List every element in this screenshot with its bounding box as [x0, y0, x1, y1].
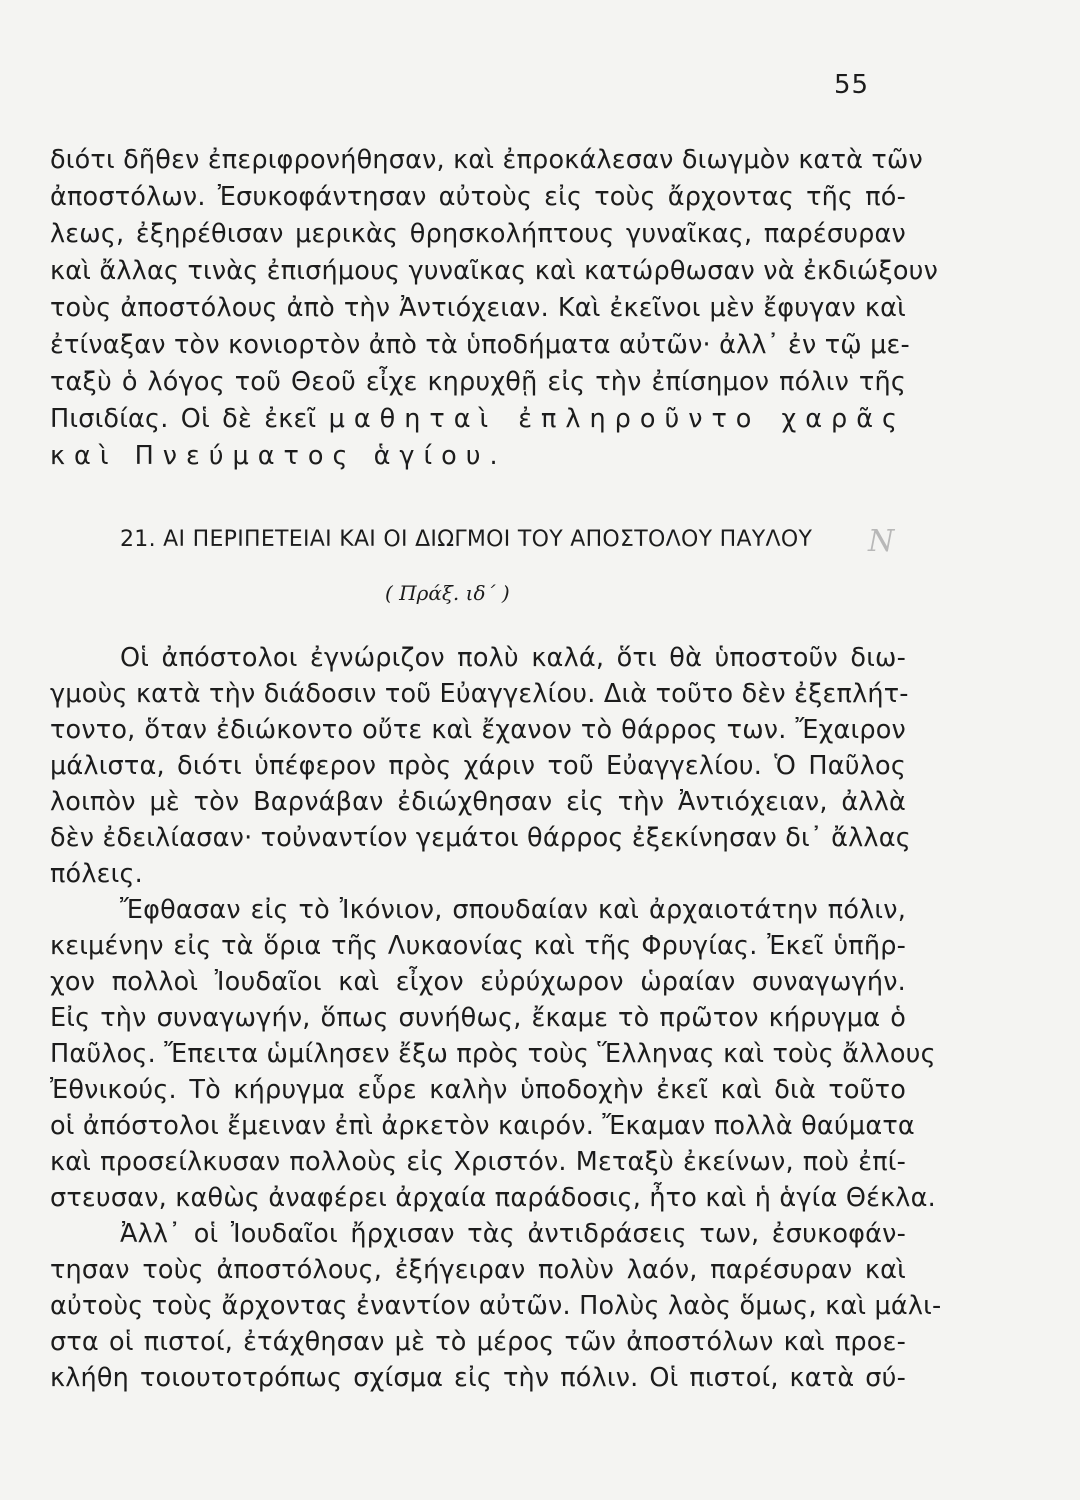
- text-line: Ἐθνικούς. Τὸ κήρυγμα εὗρε καλὴν ὑποδοχὴν ἐκεῖ καὶ διὰ τοῦτο: [50, 1075, 906, 1105]
- section-heading: 21. ΑΙ ΠΕΡΙΠΕΤΕΙΑΙ ΚΑΙ ΟΙ ΔΙΩΓΜΟΙ ΤΟΥ ΑΠΟΣΤΟΛΟΥ ΠΑΥΛΟΥ: [120, 527, 813, 552]
- text-line: οἱ ἀπόστολοι ἔμειναν ἐπὶ ἀρκετὸν καιρόν. Ἔκαμαν πολλὰ θαύματα: [50, 1111, 915, 1141]
- text-line: διότι δῆθεν ἐπεριφρονήθησαν, καὶ ἐπροκάλεσαν διωγμὸν κατὰ τῶν: [50, 145, 923, 175]
- text-line: τησαν τοὺς ἀποστόλους, ἐξήγειραν πολὺν λαόν, παρέσυραν καὶ: [50, 1255, 906, 1285]
- text-line: ἀποστόλων. Ἐσυκοφάντησαν αὐτοὺς εἰς τοὺς ἄρχοντας τῆς πό-: [50, 182, 906, 212]
- text-line: κλήθη τοιουτοτρόπως σχίσμα εἰς τὴν πόλιν. Οἱ πιστοί, κατὰ σύ-: [50, 1363, 906, 1393]
- text-line: πόλεις.: [50, 859, 143, 889]
- text-line: τοὺς ἀποστόλους ἀπὸ τὴν Ἀντιόχειαν. Καὶ ἐκεῖνοι μὲν ἔφυγαν καὶ: [50, 293, 906, 323]
- text-line: Εἰς τὴν συναγωγήν, ὅπως συνήθως, ἔκαμε τὸ πρῶτον κήρυγμα ὁ: [50, 1003, 906, 1033]
- text-line: χον πολλοὶ Ἰουδαῖοι καὶ εἶχον εὐρύχωρον ὡραίαν συναγωγήν.: [50, 967, 906, 997]
- text-line: καὶ προσείλκυσαν πολλοὺς εἰς Χριστόν. Μεταξὺ ἐκείνων, ποὺ ἐπί-: [50, 1147, 906, 1177]
- text-line: στα οἱ πιστοί, ἐτάχθησαν μὲ τὸ μέρος τῶν ἀποστόλων καὶ προε-: [50, 1327, 906, 1357]
- text-line: δὲν ἐδειλίασαν· τοὐναντίον γεμάτοι θάρρος ἐξεκίνησαν δι᾽ ἄλλας: [50, 823, 911, 853]
- text-line: κειμένην εἰς τὰ ὅρια τῆς Λυκαονίας καὶ τῆς Φρυγίας. Ἐκεῖ ὑπῆρ-: [50, 931, 906, 961]
- text-line: λεως, ἐξηρέθισαν μερικὰς θρησκολήπτους γυναῖκας, παρέσυραν: [50, 219, 906, 249]
- text-line: Ἔφθασαν εἰς τὸ Ἰκόνιον, σπουδαίαν καὶ ἀρχαιοτάτην πόλιν,: [120, 895, 906, 925]
- text-line: μάλιστα, διότι ὑπέφερον πρὸς χάριν τοῦ Εὐαγγελίου. Ὁ Παῦλος: [50, 751, 906, 781]
- text-line-emphasis: [50, 401, 906, 437]
- text-line: λοιπὸν μὲ τὸν Βαρνάβαν ἐδιώχθησαν εἰς τὴν Ἀντιόχειαν, ἀλλὰ: [50, 787, 906, 817]
- text-line: ταξὺ ὁ λόγος τοῦ Θεοῦ εἶχε κηρυχθῇ εἰς τὴν ἐπίσημον πόλιν τῆς: [50, 367, 906, 397]
- text-line: γμοὺς κατὰ τὴν διάδοσιν τοῦ Εὐαγγελίου. Διὰ τοῦτο δὲν ἐξεπλήτ-: [50, 679, 909, 709]
- text-line: τοντο, ὅταν ἐδιώκοντο οὔτε καὶ ἔχανον τὸ θάρρος των. Ἔχαιρον: [50, 715, 906, 745]
- text-line: Παῦλος. Ἔπειτα ὡμίλησεν ἔξω πρὸς τοὺς Ἕλληνας καὶ τοὺς ἄλλους: [50, 1039, 936, 1069]
- text-line: Οἱ ἀπόστολοι ἐγνώριζον πολὺ καλά, ὅτι θὰ ὑποστοῦν διω-: [120, 643, 906, 673]
- text-line-emphasis: [50, 438, 906, 474]
- text-line: στευσαν, καθὼς ἀναφέρει ἀρχαία παράδοσις, ἦτο καὶ ἡ ἁγία Θέκλα.: [50, 1183, 936, 1213]
- text-line: αὐτοὺς τοὺς ἄρχοντας ἐναντίον αὐτῶν. Πολὺς λαὸς ὅμως, καὶ μάλι-: [50, 1291, 942, 1321]
- section-reference: ( Πράξ. ιδ΄ ): [385, 581, 510, 605]
- text-line: καὶ ἄλλας τινὰς ἐπισήμους γυναῖκας καὶ κατώρθωσαν νὰ ἐκδιώξουν: [50, 256, 939, 286]
- text-line: ἐτίναξαν τὸν κονιορτὸν ἀπὸ τὰ ὑποδήματα αὐτῶν· ἀλλ᾽ ἐν τῷ με-: [50, 330, 910, 360]
- text-line: Ἀλλ᾽ οἱ Ἰουδαῖοι ἤρχισαν τὰς ἀντιδράσεις των, ἐσυκοφάν-: [120, 1219, 906, 1249]
- pencil-annotation: Ν: [868, 524, 895, 559]
- page-number: 55: [834, 70, 870, 100]
- spaced-emphasis: μαθηταὶ ἐπληροῦντο χαρᾶς: [328, 404, 906, 434]
- spaced-emphasis: καὶ Πνεύματος ἁγίου.: [50, 441, 507, 471]
- text-span: Πισιδίας. Οἱ δὲ ἐκεῖ: [50, 404, 317, 434]
